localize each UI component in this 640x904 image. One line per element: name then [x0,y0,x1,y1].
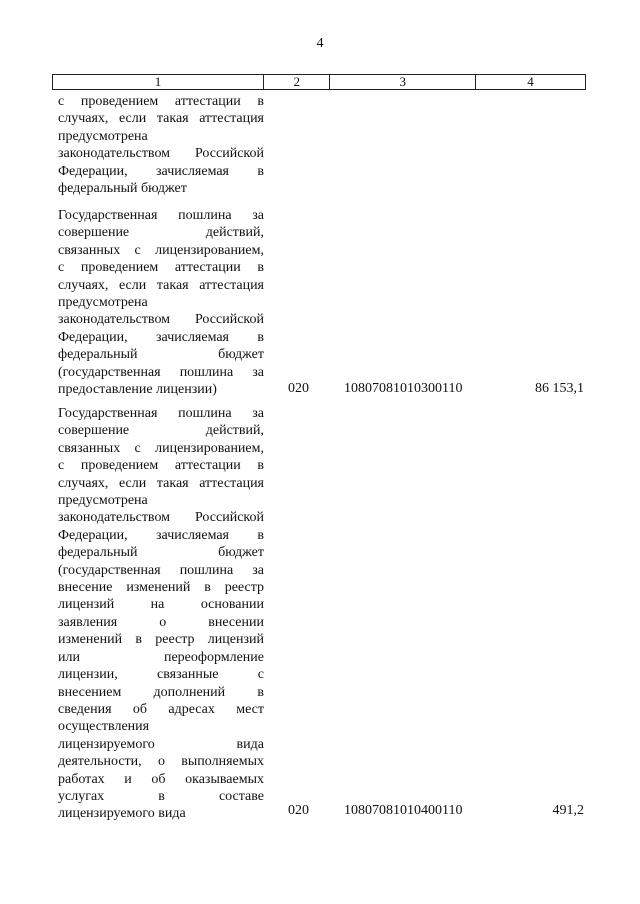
text-line: законодательством Российской [58,510,264,526]
table-row-1-amount: 86 153,1 [535,381,584,396]
header-col-1: 1 [53,75,264,89]
text-line: Федерации, зачисляемая в [58,163,264,179]
text-line: лицензируемого вида [58,736,264,752]
text-line: (государственная пошлина за [58,562,264,578]
text-line: федеральный бюджет [58,545,264,561]
text-line: случаях, если такая аттестация [58,277,264,293]
text-line: изменений в реестр лицензий [58,632,264,648]
text-line: предусмотрена [58,128,148,144]
text-line: (государственная пошлина за [58,364,264,380]
text-line: совершение действий, [58,225,264,241]
text-line: деятельности, о выполняемых [58,754,264,770]
text-line: предоставление лицензии) [58,382,217,398]
text-line: услугах в составе [58,788,264,804]
text-line: работах и об оказываемых [58,771,264,787]
text-line: случаях, если такая аттестация [58,111,264,127]
table-row-2-kbk: 10807081010400110 [344,803,463,818]
text-line: лицензии, связанные с [58,667,264,683]
text-line: внесение изменений в реестр [58,580,264,596]
text-line: лицензий на основании [58,597,264,613]
text-line: внесением дополнений в [58,684,264,700]
text-line: сведения об адресах мест [58,701,264,717]
text-line: связанных с лицензированием, [58,440,264,456]
text-line: федеральный бюджет [58,347,264,363]
text-line: законодательством Российской [58,312,264,328]
continuation-text [58,93,264,197]
table-row-2-amount: 491,2 [552,803,584,818]
text-line: предусмотрена [58,295,148,311]
text-line: случаях, если такая аттестация [58,475,264,491]
text-line: совершение действий, [58,423,264,439]
text-line: или переоформление [58,649,264,665]
text-line: лицензируемого вида [58,806,186,822]
header-col-3: 3 [330,75,476,89]
text-line: осуществления [58,719,150,735]
text-line: связанных с лицензированием, [58,242,264,258]
text-line: с проведением аттестации в [58,94,264,109]
table-row-1-kbk: 10807081010300110 [344,381,463,396]
header-col-4: 4 [527,74,534,89]
text-line: Федерации, зачисляемая в [58,527,264,543]
table-row-2-description [58,405,264,823]
text-line: с проведением аттестации в [58,458,264,474]
text-line: заявления о внесении [58,614,264,630]
text-line: Государственная пошлина за [58,208,264,223]
text-line: законодательством Российской [58,146,264,162]
table-row-2-code: 020 [288,803,309,818]
page-number: 4 [316,36,324,51]
header-col-2: 2 [264,75,330,89]
text-line: с проведением аттестации в [58,260,264,276]
table-header [52,74,586,90]
text-line: федеральный бюджет [58,181,187,197]
text-line: Государственная пошлина за [58,406,264,421]
text-line: Федерации, зачисляемая в [58,329,264,345]
table-row-1-code: 020 [288,381,309,396]
text-line: предусмотрена [58,493,148,509]
table-row-1-description [58,207,264,398]
